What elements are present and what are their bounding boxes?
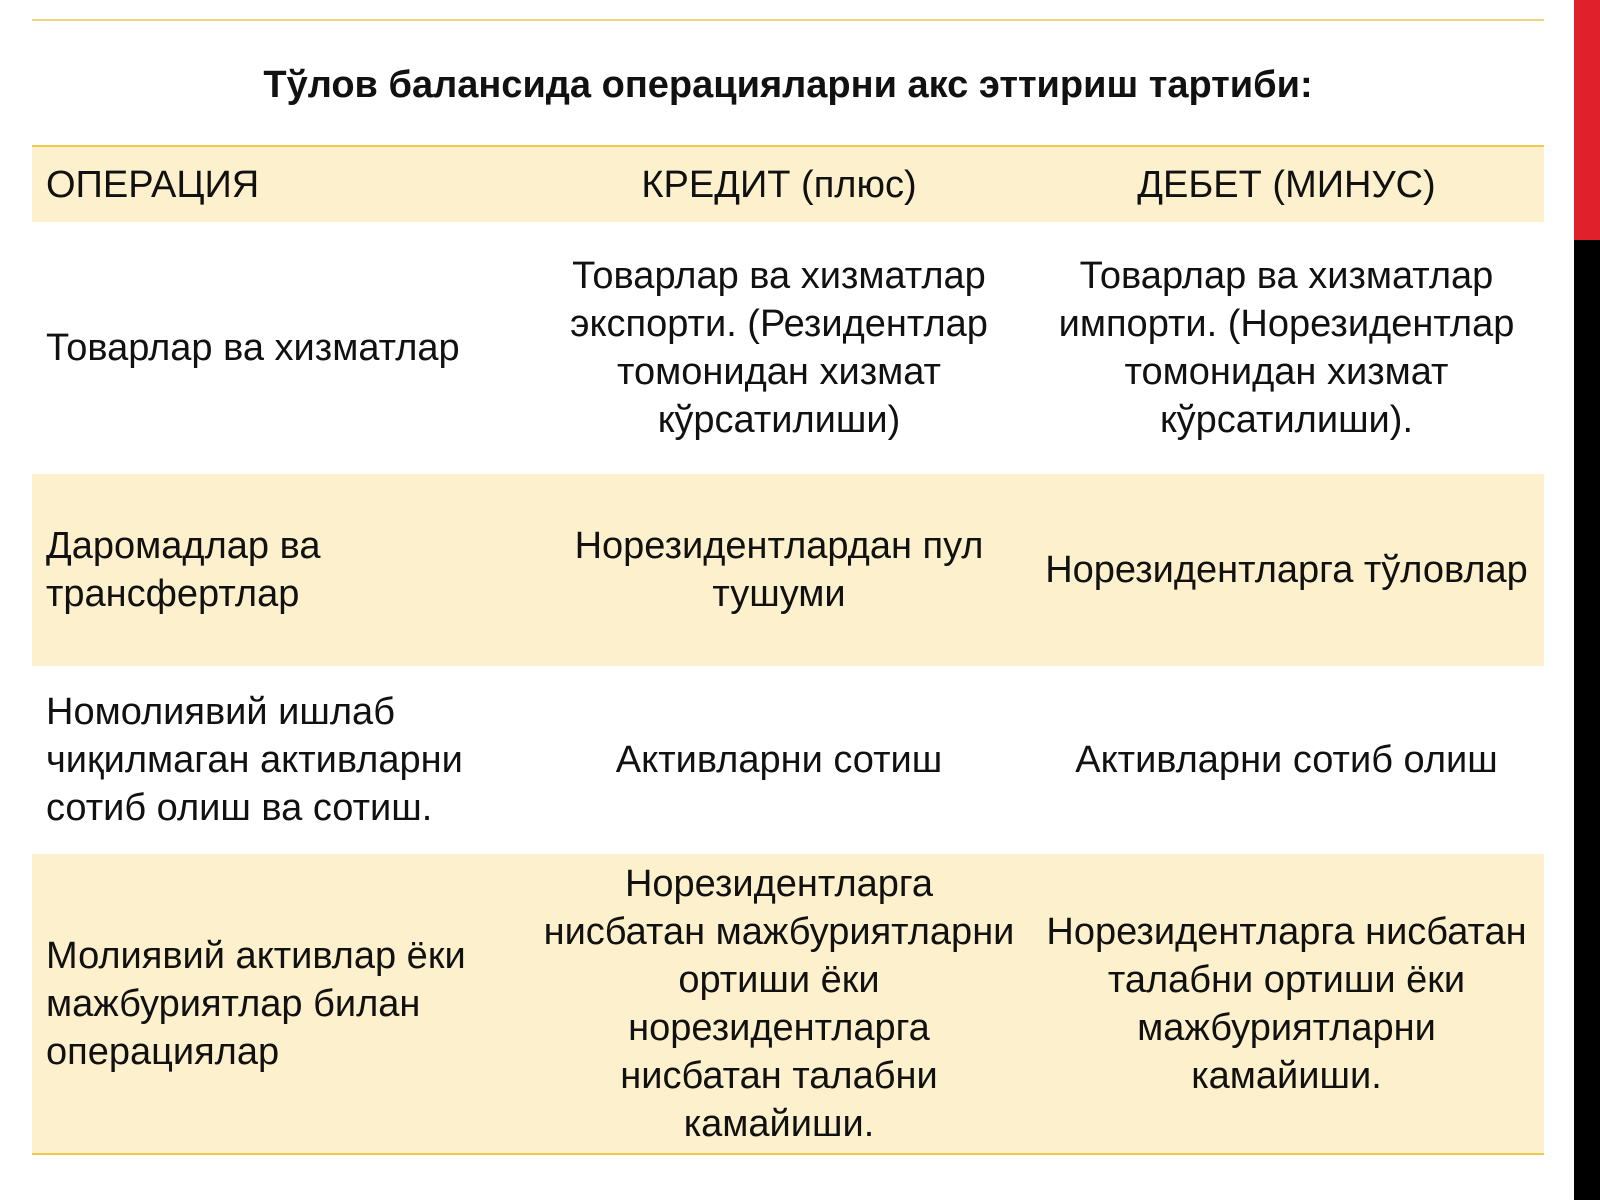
side-accent-black-bar [1574,240,1600,1200]
cell-operation: Даромадлар ва трансфертлар [46,525,321,615]
table-row [32,666,1544,854]
cell-credit: Норезидентларга нисбатан мажбуриятларни ортиши ёки норезидентларга нисбатан талабни камайиши. [543,862,1015,1145]
header-debit: ДЕБЕТ (МИНУС) [1137,163,1436,206]
cell-debit: Товарлар ва хизматлар импорти. (Норезидентлар томонидан хизмат кўрсатилиши). [1058,255,1515,441]
table-row [32,854,1544,1154]
top-divider-line [32,19,1544,21]
header-operation: ОПЕРАЦИЯ [46,163,260,206]
operations-table [32,145,1544,1155]
cell-credit: Товарлар ва хизматлар экспорти. (Резидентлар томонидан хизмат кўрсатилиши) [570,255,988,441]
cell-credit: Норезидентлардан пул тушуми [574,525,984,615]
cell-debit: Норезидентларга тўловлар [1045,549,1528,591]
cell-debit: Норезидентларга нисбатан талабни ортиши ёки мажбуриятларни камайиши. [1046,910,1527,1097]
side-accent-red-bar [1574,0,1600,240]
cell-operation: Номолиявий ишлаб чиқилмаган активларни сотиб олиш ва сотиш. [46,691,463,829]
table-row [32,474,1544,666]
table-row [32,222,1544,474]
cell-credit: Активларни сотиш [615,739,943,781]
cell-operation: Товарлар ва хизматлар [46,327,460,369]
table-header-row [32,146,1544,222]
cell-debit: Активларни сотиб олиш [1075,739,1498,781]
slide-title: Тўлов балансида операцияларни акс эттириш тартиби: [263,64,1313,106]
cell-operation: Молиявий активлар ёки мажбуриятлар билан операциялар [46,934,466,1073]
header-credit: КРЕДИТ (плюс) [641,163,917,206]
